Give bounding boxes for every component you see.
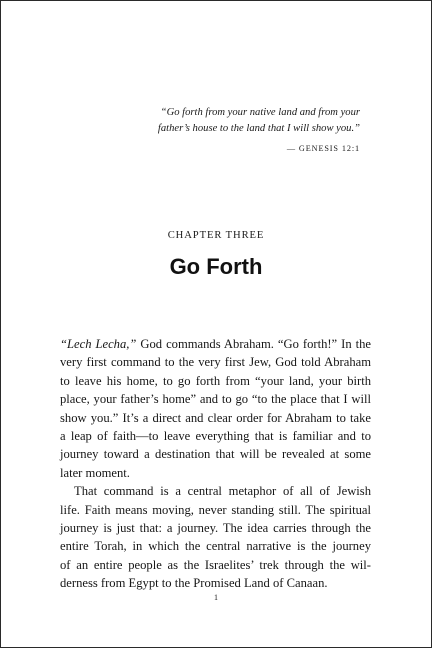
italic-phrase: “Lech Lecha,” bbox=[60, 337, 137, 351]
paragraph bbox=[60, 482, 371, 592]
text-line: place, your father’s home” and to go “to the place that I will bbox=[60, 392, 371, 407]
text-run: God commands Abraham. “Go forth!” In the bbox=[136, 337, 371, 351]
text-line: journey is just that: a journey. The idea carries through the bbox=[60, 521, 371, 536]
body-text bbox=[60, 335, 371, 593]
page-number: 1 bbox=[214, 593, 218, 602]
text-line: very first command to the very first Jew, God told Abraham bbox=[60, 355, 371, 370]
text-line: derness from Egypt to the Promised Land of Canaan. bbox=[60, 576, 328, 591]
epigraph-citation: — GENESIS 12:1 bbox=[286, 144, 360, 153]
text-line: entire Torah, in which the central narrative is the journey bbox=[60, 539, 371, 554]
epigraph-quote-line: “Go forth from your native land and from your bbox=[160, 107, 360, 118]
text-line: to leave his home, to go forth from “your land, your birth bbox=[60, 373, 371, 388]
epigraph bbox=[120, 105, 360, 153]
epigraph-quote bbox=[120, 105, 360, 136]
chapter-title: Go Forth bbox=[169, 254, 263, 279]
text-line: life. Faith means moving, never standing still. The spiritual bbox=[60, 502, 371, 517]
text-line: later moment. bbox=[60, 465, 130, 480]
text-line: of an entire people as the Israelites’ trek through the wil- bbox=[60, 557, 371, 572]
text-line: That command is a central metaphor of all of Jewish bbox=[74, 484, 371, 499]
epigraph-quote-line: father’s house to the land that I will show you.” bbox=[157, 122, 360, 134]
paragraph bbox=[60, 335, 371, 482]
text-line: journey toward a destination that will be revealed at some bbox=[60, 447, 371, 462]
text-line: show you.” It’s a direct and clear order for Abraham to take bbox=[60, 410, 371, 425]
text-line: a leap of faith—to leave everything that is familiar and to bbox=[60, 429, 371, 444]
chapter-number: CHAPTER THREE bbox=[167, 230, 265, 241]
text-line bbox=[60, 335, 371, 353]
